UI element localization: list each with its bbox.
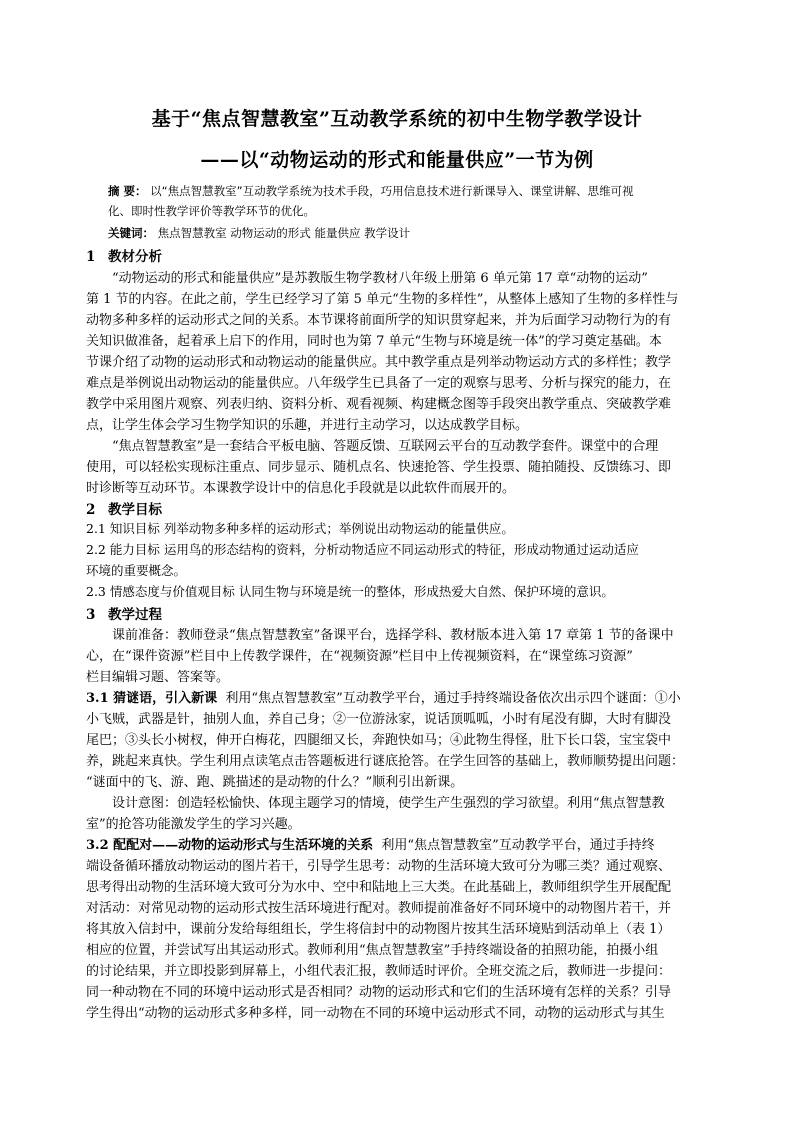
goal-line: 环境的重要概念。 xyxy=(86,563,187,578)
subsection-3-2-line xyxy=(86,834,726,856)
paragraph-line: 第 1 节的内容。在此之前，学生已经学习了第 5 单元“生物的多样性”，从整体上感知了生物的多样性与 xyxy=(86,292,679,307)
paragraph-line: 设计意图：创造轻松愉快、体现主题学习的情境，使学生产生强烈的学习欲望。利用“焦点智慧教 xyxy=(112,796,665,811)
keywords-text: 焦点智慧教室 动物运动的形式 能量供应 教学设计 xyxy=(157,226,411,240)
goal-line: 2.2 能力目标 运用鸟的形态结构的资料，分析动物适应不同运动形式的特征，形成动物通过运动适应 xyxy=(86,542,639,557)
paragraph-line: 的讨论结果，并立即投影到屏幕上，小组代表汇报，教师适时评价。全班交流之后，教师进一步提问： xyxy=(86,964,672,979)
keywords-line xyxy=(108,224,708,243)
paragraph-line: 动物多种多样的运动形式之间的关系。本节课将前面所学的知识贯穿起来，并为后面学习动物行为的有 xyxy=(86,313,672,328)
paragraph-line: “焦点智慧教室”是一套结合平板电脑、答题反馈、互联网云平台的互动教学套件。课堂中的合理 xyxy=(112,439,659,454)
paragraph-line: 思考得出动物的生活环境大致可分为水中、空中和陆地上三大类。在此基础上，教师组织学生开展配配 xyxy=(86,880,672,895)
paragraph-line: “动物运动的形式和能量供应”是苏教版生物学教材八年级上册第 6 单元第 17 章“动物的运动” xyxy=(112,271,648,286)
paragraph-line: 将其放入信封中，课前分发给每组组长，学生将信封中的动物图片按其生活环境贴到活动单上（表 1） xyxy=(86,922,671,937)
paragraph-line: 学生得出“动物的运动形式多种多样，同一动物在不同的环境中运动形式不同，动物的运动形式与其生 xyxy=(86,1006,665,1021)
paragraph-line: 心，在“课件资源”栏目中上传教学课件，在“视频资源”栏目中上传视频资料，在“课堂练习资源” xyxy=(86,649,633,664)
section-number: 2 xyxy=(86,502,96,518)
section-heading-2 xyxy=(86,498,726,520)
abstract-text-1: 以“焦点智慧教室”互动教学系统为技术手段，巧用信息技术进行新课导入、课堂讲解、思维可视 xyxy=(150,184,634,198)
section-number: 1 xyxy=(86,249,96,265)
paragraph-line: 关知识做准备，起着承上启下的作用，同时也为第 7 单元“生物与环境是统一体”的学习奠定基础。本 xyxy=(86,334,662,349)
paragraph-line: 节课介绍了动物的运动形式和动物运动的能量供应。其中教学重点是列举动物运动方式的多样性；教学 xyxy=(86,355,672,370)
paragraph-line: 时诊断等互动环节。本课教学设计中的信息化手段就是以此软件而展开的。 xyxy=(86,481,516,496)
section-heading-1 xyxy=(86,245,726,267)
paragraph-line: 同一种动物在不同的环境中运动形式是否相同？动物的运动形式和它们的生活环境有怎样的关系？引导 xyxy=(86,985,672,1000)
paragraph-line: 端设备循环播放动物运动的图片若干，引导学生思考：动物的生活环境大致可分为哪三类？通过观察、 xyxy=(86,859,672,874)
section-number: 3 xyxy=(86,607,96,623)
paragraph-line: 尾巴；③头长小树杈，伸开白梅花，四腿细又长，奔跑快如马；④此物生得怪，肚下长口袋，宝宝袋中 xyxy=(86,733,672,748)
paper-title: 基于“焦点智慧教室”互动教学系统的初中生物学教学设计 xyxy=(151,108,643,130)
paragraph-line: 点，让学生体会学习生物学知识的乐趣，并进行主动学习，以达成教学目标。 xyxy=(86,418,529,433)
paragraph-line: 使用，可以轻松实现标注重点、同步显示、随机点名、快速抢答、学生投票、随拍随投、反馈练习、即 xyxy=(86,460,672,475)
paragraph-text: 利用“焦点智慧教室”互动教学平台，通过手持终端设备依次出示四个谜面：①小 xyxy=(225,691,681,706)
paragraph-line: 课前准备：教师登录“焦点智慧教室”备课平台，选择学科、教材版本进入第 17 章第 1 节的备课中 xyxy=(112,628,674,643)
section-heading-3 xyxy=(86,603,726,625)
paragraph-line: 教学中采用图片观察、列表归纳、资料分析、观看视频、构建概念图等手段突出教学重点、突破教学难 xyxy=(86,397,672,412)
subsection-3-1-line xyxy=(86,687,726,709)
paragraph-line: 难点是举例说出动物运动的能量供应。八年级学生已具备了一定的观察与思考、分析与探究的能力，在 xyxy=(86,376,672,391)
paragraph-line: 养，跳起来真快。学生利用点读笔点击答题板进行谜底抢答。在学生回答的基础上，教师顺势提出问题： xyxy=(86,754,685,769)
subsection-heading: 3.2 配配对——动物的运动形式与生活环境的关系 xyxy=(86,838,374,853)
paragraph-text: 利用“焦点智慧教室”互动教学平台，通过手持终 xyxy=(381,838,655,853)
section-title: 教学目标 xyxy=(108,502,162,518)
paragraph-line: 对活动：对常见动物的运动形式按生活环境进行配对。教师提前准备好不同环境中的动物图片若干，并 xyxy=(86,901,672,916)
subsection-heading: 3.1 猜谜语，引入新课 xyxy=(86,691,218,706)
paragraph-line: 栏目编辑习题、答案等。 xyxy=(86,670,230,685)
paragraph-line: 小飞贼，武器是针，抽别人血，养自己身；②一位游泳家，说话顶呱呱，小时有尾没有脚，大时有脚没 xyxy=(86,712,672,727)
goal-line: 2.3 情感态度与价值观目标 认同生物与环境是统一的整体，形成热爱大自然、保护环境的意识。 xyxy=(86,584,614,599)
paragraph-line: “谜面中的飞、游、跑、跳描述的是动物的什么？”顺利引出新课。 xyxy=(86,775,464,790)
section-title: 教材分析 xyxy=(108,249,162,265)
section-title: 教学过程 xyxy=(108,607,162,623)
paragraph-line: 相应的位置，并尝试写出其运动形式。教师利用“焦点智慧教室”手持终端设备的拍照功能，拍摄小组 xyxy=(86,943,659,958)
abstract-line-1 xyxy=(108,182,708,201)
keywords-label: 关键词： xyxy=(108,226,154,240)
paper-subtitle: ——以“动物运动的形式和能量供应”一节为例 xyxy=(200,149,594,171)
goal-line: 2.1 知识目标 列举动物多种多样的运动形式；举例说出动物运动的能量供应。 xyxy=(86,521,514,536)
abstract-line-2: 化、即时性教学评价等教学环节的优化。 xyxy=(108,204,315,218)
paragraph-line: 室”的抢答功能激发学生的学习兴趣。 xyxy=(86,817,301,832)
abstract-label: 摘 要： xyxy=(108,184,147,198)
